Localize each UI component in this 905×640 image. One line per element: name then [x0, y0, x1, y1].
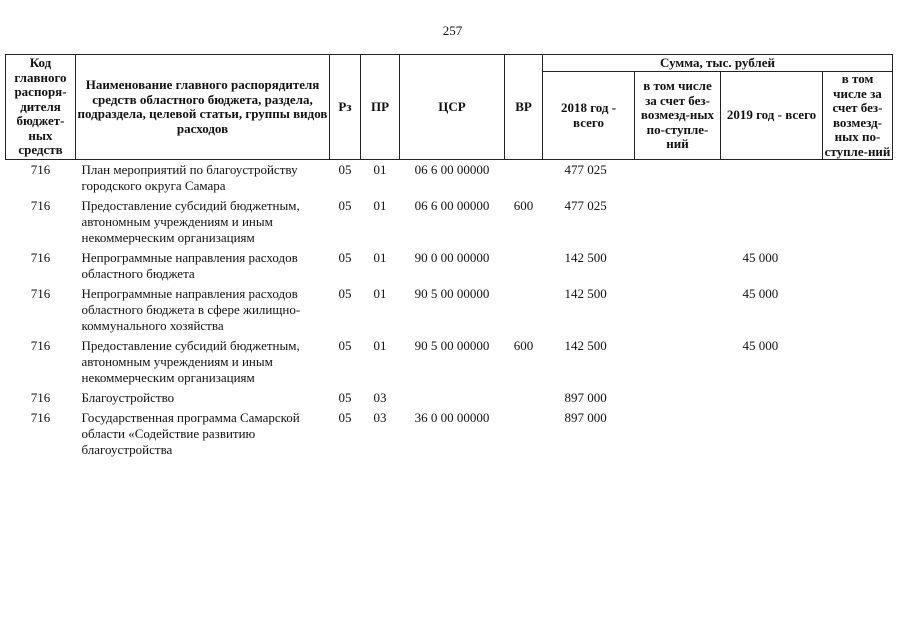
cell-2019-total — [721, 196, 823, 248]
header-pr: ПР — [361, 55, 400, 160]
cell-pr: 01 — [373, 162, 387, 177]
cell-csr: 36 0 00 00000 — [414, 410, 490, 425]
cell-csr: 06 6 00 00000 — [414, 162, 490, 177]
cell-pr: 01 — [373, 250, 387, 265]
cell-rz: 05 — [338, 250, 352, 265]
cell-csr: 90 0 00 00000 — [414, 250, 490, 265]
cell-2018-total: 142 500 — [564, 338, 607, 353]
cell-2019-total — [721, 160, 823, 197]
cell-rz: 05 — [338, 338, 352, 353]
cell-rz: 05 — [338, 390, 352, 405]
cell-name: Предоставление субсидий бюджетным, автономным учреждениям и иным некоммерческим организациям — [81, 198, 300, 245]
cell-code: 716 — [30, 198, 51, 213]
cell-vr — [505, 248, 543, 284]
cell-2018-grants — [635, 248, 721, 284]
cell-2018-total: 142 500 — [564, 286, 607, 301]
cell-code: 716 — [30, 250, 51, 265]
header-rz: Рз — [330, 55, 361, 160]
cell-csr — [400, 388, 505, 408]
cell-2019-grants — [823, 336, 893, 388]
cell-code: 716 — [30, 338, 51, 353]
table-row — [6, 284, 893, 336]
cell-code: 716 — [30, 286, 51, 301]
cell-code: 716 — [30, 162, 51, 177]
cell-2019-grants — [823, 248, 893, 284]
cell-2019-total — [721, 388, 823, 408]
cell-vr — [505, 284, 543, 336]
cell-pr: 01 — [373, 338, 387, 353]
cell-pr: 01 — [373, 198, 387, 213]
cell-name: Непрограммные направления расходов областного бюджета в сфере жилищно-коммунального хозяйства — [81, 286, 301, 333]
cell-code: 716 — [30, 390, 51, 405]
cell-2019-grants — [823, 196, 893, 248]
cell-name: План мероприятий по благоустройству городского округа Самара — [81, 162, 298, 193]
cell-rz: 05 — [338, 286, 352, 301]
cell-name: Предоставление субсидий бюджетным, автономным учреждениям и иным некоммерческим организациям — [81, 338, 300, 385]
cell-name: Благоустройство — [81, 390, 175, 405]
cell-csr: 90 5 00 00000 — [414, 286, 490, 301]
cell-rz: 05 — [338, 198, 352, 213]
cell-pr: 03 — [373, 390, 387, 405]
header-vr: ВР — [505, 55, 543, 160]
header-csr: ЦСР — [400, 55, 505, 160]
cell-2018-total: 477 025 — [564, 198, 607, 213]
header-2018-grants: в том числе за счет без-возмезд-ных по-ступле-ний — [635, 72, 721, 160]
cell-vr: 600 — [513, 338, 534, 353]
cell-2019-grants — [823, 160, 893, 197]
cell-pr: 03 — [373, 410, 387, 425]
page-number: 257 — [442, 23, 463, 38]
cell-2019-total: 45 000 — [742, 338, 779, 353]
cell-name: Государственная программа Самарской области «Содействие развитию благоустройства — [81, 410, 300, 457]
table-row — [6, 408, 893, 460]
cell-vr: 600 — [513, 198, 534, 213]
cell-2019-total — [721, 408, 823, 460]
cell-vr — [505, 408, 543, 460]
cell-csr: 90 5 00 00000 — [414, 338, 490, 353]
table-body — [6, 160, 893, 461]
table-row — [6, 160, 893, 197]
cell-2018-grants — [635, 284, 721, 336]
cell-csr: 06 6 00 00000 — [414, 198, 490, 213]
header-sum-group: Сумма, тыс. рублей — [543, 55, 893, 72]
cell-rz: 05 — [338, 162, 352, 177]
budget-table — [5, 54, 893, 460]
cell-code: 716 — [30, 410, 51, 425]
cell-2018-total: 477 025 — [564, 162, 607, 177]
cell-vr — [505, 388, 543, 408]
cell-2018-grants — [635, 388, 721, 408]
cell-2018-grants — [635, 160, 721, 197]
table-row — [6, 248, 893, 284]
cell-2019-grants — [823, 408, 893, 460]
cell-2018-total: 897 000 — [564, 390, 607, 405]
cell-2018-total: 897 000 — [564, 410, 607, 425]
cell-pr: 01 — [373, 286, 387, 301]
table-row — [6, 336, 893, 388]
header-code: Код главного распоря-дителя бюджет-ных средств — [6, 55, 76, 160]
table-row — [6, 196, 893, 248]
cell-2019-total: 45 000 — [742, 250, 779, 265]
cell-2018-total: 142 500 — [564, 250, 607, 265]
cell-name: Непрограммные направления расходов областного бюджета — [81, 250, 298, 281]
table-header — [6, 55, 893, 160]
cell-2018-grants — [635, 336, 721, 388]
cell-rz: 05 — [338, 410, 352, 425]
table-row — [6, 388, 893, 408]
cell-2019-grants — [823, 388, 893, 408]
cell-vr — [505, 160, 543, 197]
cell-2019-grants — [823, 284, 893, 336]
cell-2019-total: 45 000 — [742, 286, 779, 301]
cell-2018-grants — [635, 408, 721, 460]
header-2019-total: 2019 год - всего — [721, 72, 823, 160]
header-name: Наименование главного распорядителя средств областного бюджета, раздела, подраздела, целевой статьи, группы видов расходов — [76, 55, 330, 160]
header-2018-total: 2018 год - всего — [543, 72, 635, 160]
cell-2018-grants — [635, 196, 721, 248]
header-2019-grants: в том числе за счет без-возмезд-ных по-ступле-ний — [823, 72, 893, 160]
